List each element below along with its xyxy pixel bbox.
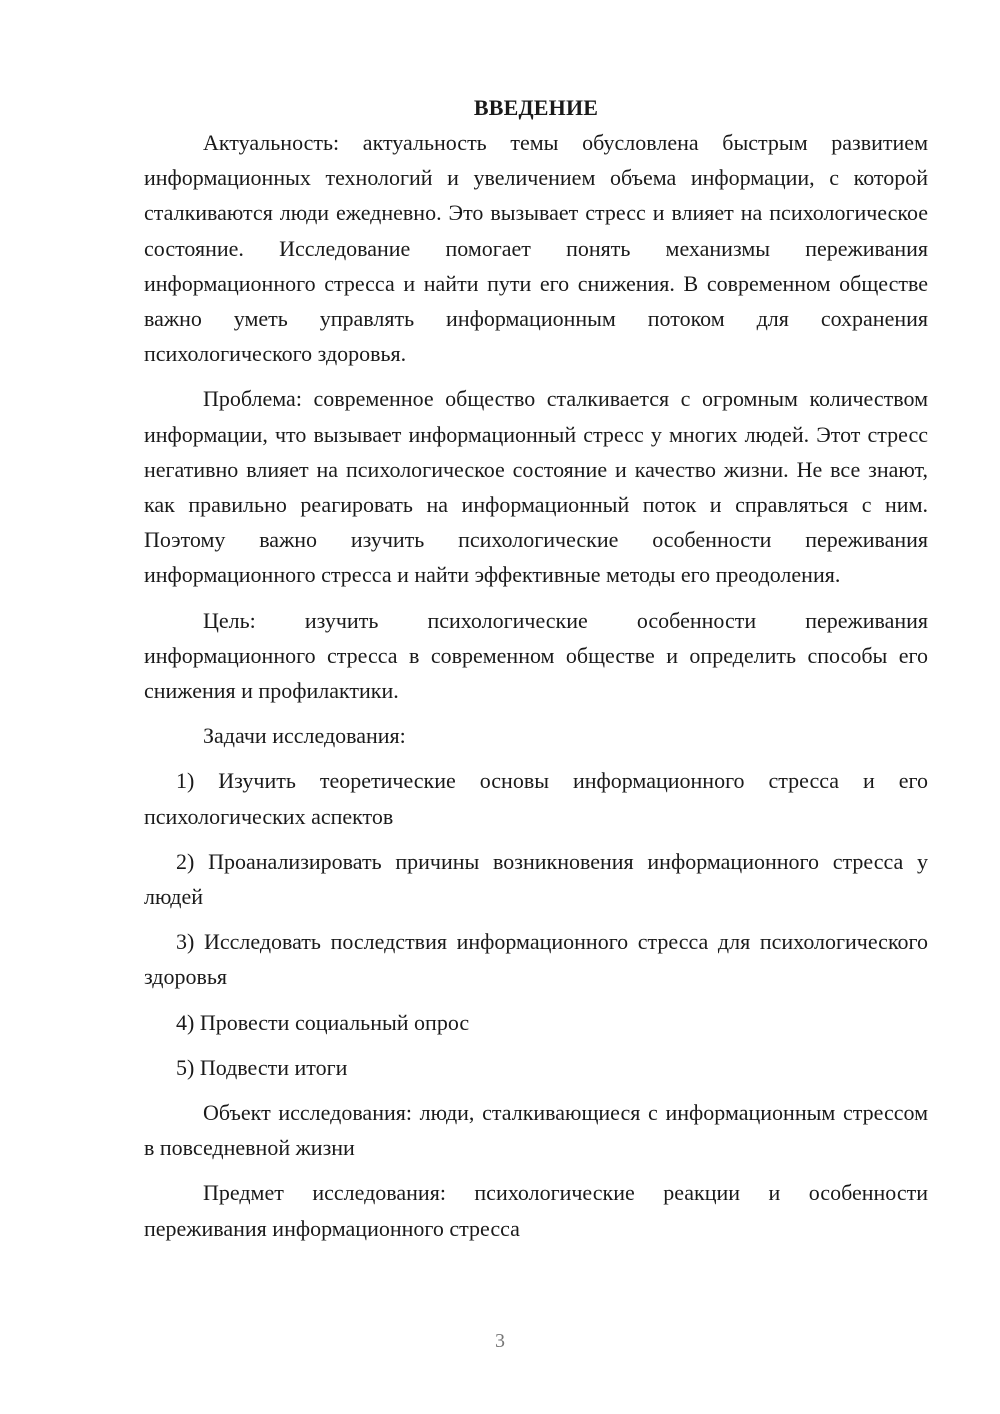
task-item-5: 5) Подвести итоги <box>176 1054 348 1080</box>
task-item-4: 4) Провести социальный опрос <box>176 1009 470 1035</box>
task-item-2: 2) Проанализировать причины возникновения информационного стресса у людей <box>144 848 928 910</box>
paragraph-object: Объект исследования: люди, сталкивающиеся с информационным стрессом в повседневной жизни <box>144 1100 928 1161</box>
task-item-1: 1) Изучить теоретические основы информационного стресса и его психологических аспектов <box>144 768 928 829</box>
page-title: ВВЕДЕНИЕ <box>473 95 599 120</box>
tasks-heading: Задачи исследования: <box>203 723 406 749</box>
paragraph-problem: Проблема: современное общество сталкивается с огромным количеством информации, что вызывает информационный стресс у многих людей. Этот стресс негативно влияет на психологическое состояние и качество жизни. Не все знают, как правильно реагировать на информационный поток и справляться с ним. Поэтому важно изучить психологические особенности переживания информационного стресса и найти эффективные методы его преодоления. <box>144 386 928 588</box>
document-page <box>144 90 928 1246</box>
page-number: 3 <box>495 1330 505 1352</box>
paragraph-subject: Предмет исследования: психологические реакции и особенности переживания информационного стресса <box>144 1180 928 1241</box>
task-item-3: 3) Исследовать последствия информационного стресса для психологического здоровья <box>144 929 928 990</box>
paragraph-relevance: Актуальность: актуальность темы обусловлена быстрым развитием информационных технологий и увеличением объема информации, с которой сталкиваются люди ежедневно. Это вызывает стресс и влияет на психологическое состояние. Исследование помогает понять механизмы переживания информационного стресса и найти пути его снижения. В современном обществе важно уметь управлять информационным потоком для сохранения психологического здоровья. <box>144 130 928 367</box>
paragraph-goal: Цель: изучить психологические особенности переживания информационного стресса в современном обществе и определить способы его снижения и профилактики. <box>144 607 928 704</box>
